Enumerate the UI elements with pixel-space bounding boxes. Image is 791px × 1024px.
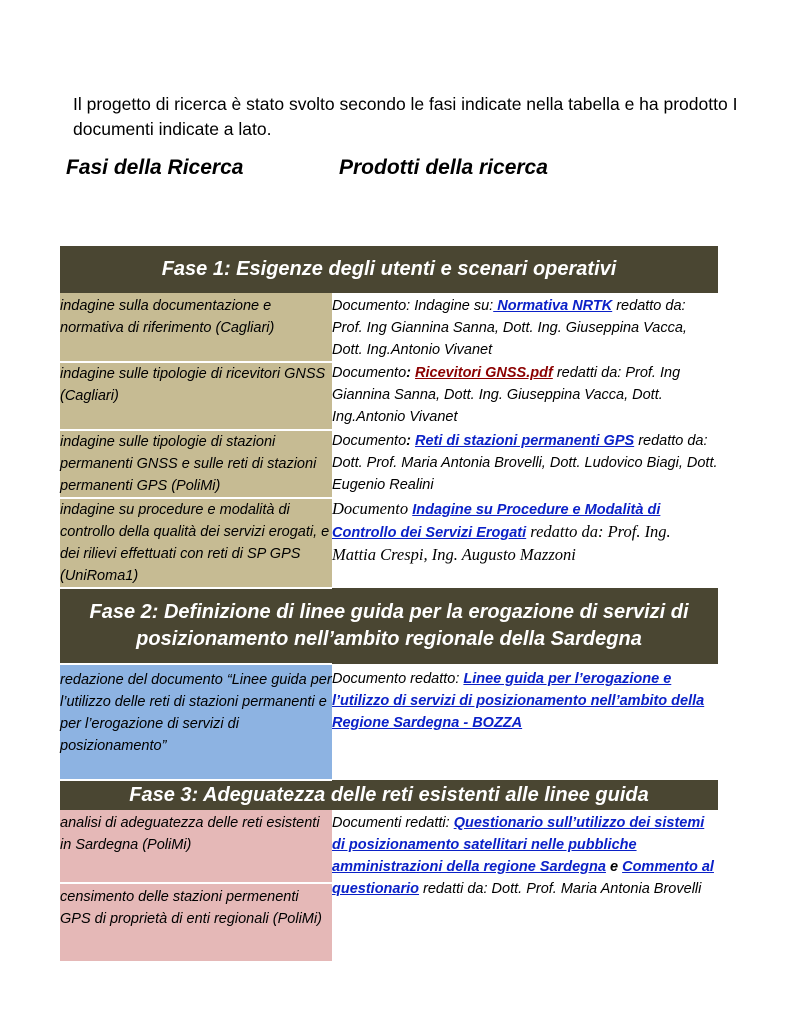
product-cell [332, 664, 718, 780]
heading-products: Prodotti della ricerca [339, 156, 548, 179]
product-authors: redatti da: Dott. Prof. Maria Antonia Brovelli [419, 881, 702, 897]
phase-3-title: Fase 3: Adeguatezza delle reti esistenti alle linee guida [60, 780, 718, 810]
product-prefix: Documento redatto: [332, 671, 464, 687]
research-table [60, 246, 718, 963]
activity-cell: indagine su procedure e modalità di controllo della qualità dei servizi erogati, e dei rilievi effettuati con reti di SP GPS (UniRoma1) [60, 498, 332, 588]
product-joiner: e [605, 859, 623, 875]
product-colon: : [406, 365, 416, 381]
phase-1-title: Fase 1: Esigenze degli utenti e scenari operativi [60, 246, 718, 293]
table-row [60, 664, 718, 780]
product-authors: redatti da: Prof. Ing Giannina Sanna, Dott. Ing. Giuseppina Vacca, Dott. Ing.Antonio Vivanet [332, 365, 681, 425]
product-prefix: Documenti redatti: [332, 815, 454, 831]
product-prefix: Documento: Indagine su: [332, 298, 494, 314]
product-authors: redatto da: Dott. Prof. Maria Antonia Brovelli, Dott. Ludovico Biagi, Dott. Eugenio Realini [332, 433, 718, 493]
product-cell [332, 362, 718, 430]
product-authors: redatto da: Prof. Ing. Mattia Crespi, Ing. Augusto Mazzoni [332, 522, 671, 564]
phase-2-title: Fase 2: Definizione di linee guida per la erogazione di servizi di posizionamento nell’ambito regionale della Sardegna [60, 588, 718, 664]
activity-cell: redazione del documento “Linee guida per l’utilizzo delle reti di stazioni permanenti e per l’erogazione di servizi di posizionamento” [60, 664, 332, 780]
product-prefix: Documento [332, 365, 407, 381]
product-cell [332, 810, 718, 962]
table-row [60, 498, 718, 588]
product-prefix: Documento [332, 499, 413, 518]
questionario-link[interactable]: Questionario sull’utilizzo dei sistemi di posizionamento satellitari nelle pubbliche amministrazioni della regione Sardegna [332, 815, 705, 875]
product-colon: : [406, 433, 416, 449]
product-cell [332, 293, 718, 362]
product-authors: redatto da: Prof. Ing Giannina Sanna, Dott. Ing. Giuseppina Vacca, Dott. Ing.Antonio Vivanet [332, 298, 687, 358]
commento-questionario-link[interactable]: Commento al questionario [332, 859, 714, 897]
activity-cell: censimento delle stazioni permenenti GPS di proprietà di enti regionali (PoliMi) [60, 883, 332, 962]
table-row [60, 810, 718, 883]
heading-phases: Fasi della Ricerca [66, 156, 244, 179]
linee-guida-link[interactable]: Linee guida per l’erogazione e l’utilizzo di servizi di posizionamento nell’ambito della Regione Sardegna - BOZZA [332, 671, 705, 731]
activity-cell: indagine sulle tipologie di ricevitori GNSS (Cagliari) [60, 362, 332, 430]
ricevitori-gnss-link[interactable]: Ricevitori GNSS.pdf [415, 365, 553, 381]
product-prefix: Documento [332, 433, 407, 449]
phase-2-row [60, 588, 718, 664]
activity-cell: indagine sulle tipologie di stazioni permanenti GNSS e sulle reti di stazioni permanenti GPS (PoliMi) [60, 430, 332, 498]
product-cell [332, 430, 718, 498]
product-cell [332, 498, 718, 588]
procedure-modalita-link[interactable]: Indagine su Procedure e Modalità di Controllo dei Servizi Erogati [332, 502, 661, 541]
activity-cell: analisi di adeguatezza delle reti esistenti in Sardegna (PoliMi) [60, 810, 332, 883]
phase-3-row [60, 780, 718, 810]
table-row [60, 293, 718, 362]
phase-1-row [60, 246, 718, 293]
normativa-nrtk-link[interactable]: Normativa NRTK [493, 298, 613, 314]
intro-paragraph: Il progetto di ricerca è stato svolto secondo le fasi indicate nella tabella e ha prodotto I documenti indicate a lato. [73, 94, 738, 139]
table-row [60, 430, 718, 498]
table-row [60, 362, 718, 430]
activity-cell: indagine sulla documentazione e normativa di riferimento (Cagliari) [60, 293, 332, 362]
reti-stazioni-link[interactable]: Reti di stazioni permanenti GPS [415, 433, 635, 449]
